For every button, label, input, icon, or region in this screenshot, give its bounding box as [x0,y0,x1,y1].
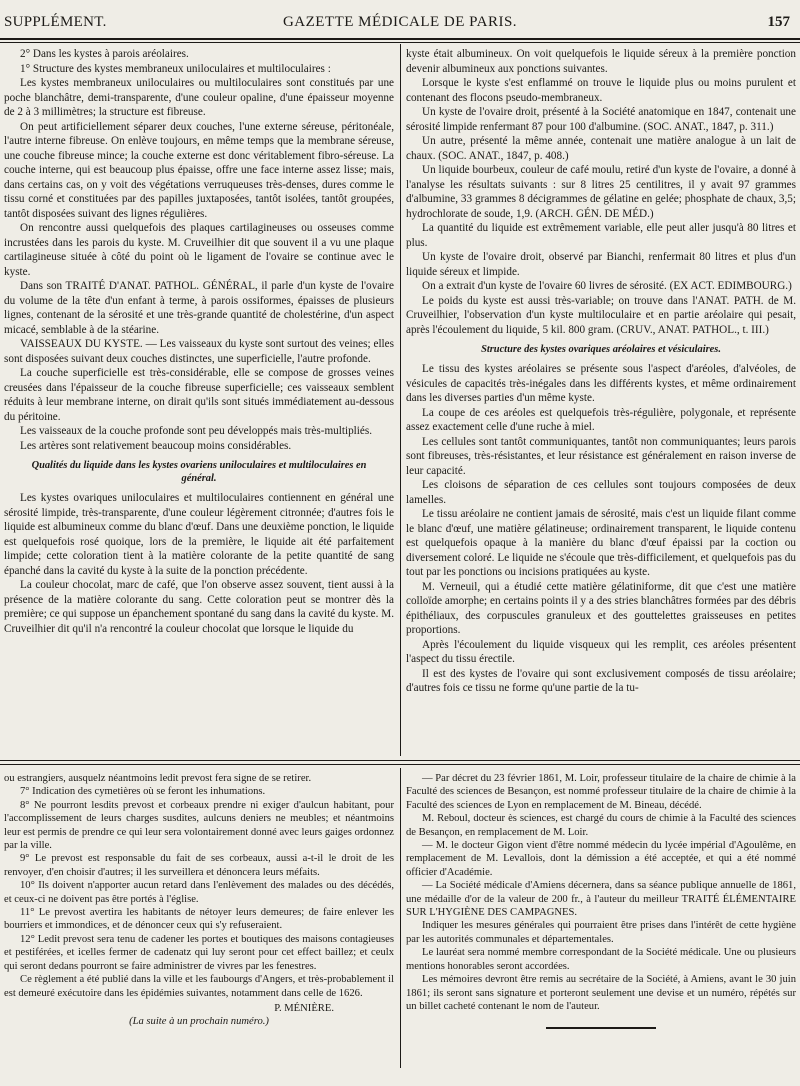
column-left-top [4,47,394,757]
paragraph: Indiquer les mesures générales qui pourraient être prises dans l'intérêt de cette hygiène par les autorités communales et départementales. [406,920,796,945]
section-heading: Structure des kystes ovariques aréolaires et vésiculaires. [481,344,721,355]
paragraph: La couleur chocolat, marc de café, que l'on observe assez souvent, tient aussi à la présence de la matière colorante du sang. Cette coloration peut se montrer dès la première; ce qui suppose un épanchement spontané du sang dans la cavité du kyste. M. Cruveilhier dit qu'il n'a rencontré la couleur chocolat que lorsque le liquide du [4,579,394,635]
paragraph: Le poids du kyste est aussi très-variable; on trouve dans l'ANAT. PATH. de M. Cruveilhier, l'observation d'un kyste multiloculaire et en partie aréolaire qui pesait, après l'écoulement du liquide, 5 kil. 800 gram. (CRUV., ANAT. PATHOL., t. III.) [406,294,796,336]
paragraph: Les cellules sont tantôt communiquantes, tantôt non communiquantes; leurs parois sont fibreuses, très-résistantes, et leur résistance est généralement en raison inverse de leur capacité. [406,435,796,477]
section-divider-thin [0,764,800,765]
paragraph: On peut artificiellement séparer deux couches, l'une externe séreuse, péritonéale, l'autre interne fibreuse. On enlève toujours, en même temps que la membrane séreuse, une couche fibreuse mince; la couche externe est donc véritablement fibro-séreuse. La couche interne, qui est beaucoup plus épaisse, offre une face interne assez lisse; mais, dans certains cas, on y voit des végétations verruqueuses très-denses, dures comme le tissu corné et constituées par des papilles juxtaposées, tantôt isolées, tantôt groupées, tantôt disposées suivant des lignes régulières. [4,120,394,220]
paragraph: kyste était albumineux. On voit quelquefois le liquide séreux à la première ponction devenir albumineux aux ponctions suivantes. [406,48,796,75]
column-right-bottom [406,772,796,1072]
paragraph: Les kystes ovariques uniloculaires et multiloculaires contiennent en général une sérosité limpide, très-transparente, d'une couleur légèrement citronnée; d'autres fois le liquide est albumineux comme du blanc d'œuf. Dans une deuxième ponction, le liquide est quelquefois rosé quoique, lors de la première, le liquide ait été parfaitement limpide; cette coloration tient à la matière colorante de la petite quantité de sang épanché dans la cavité du kyste à la suite de la ponction précédente. [4,492,394,577]
paragraph: Le lauréat sera nommé membre correspondant de la Société médicale. Une ou plusieurs mentions honorables seront accordées. [406,947,796,972]
paragraph: Un kyste de l'ovaire droit, observé par Bianchi, renfermait 80 litres et plus d'un liquide séreux et limpide. [406,251,796,278]
paragraph: — M. le docteur Gigon vient d'être nommé médecin du lycée impérial d'Agoulême, en remplacement de M. Levallois, dont la démission a été acceptée, et qui a été nommé officier d'Académie. [406,840,796,878]
column-right-top [406,47,796,757]
paragraph: Les mémoires devront être remis au secrétaire de la Société, à Amiens, avant le 30 juin 1861; ils seront sans signature et porteront seulement une devise et un numéro, répétés sur un billet cacheté contenant le nom de l'auteur. [406,974,796,1012]
continuation-note: (La suite à un prochain numéro.) [129,1016,269,1028]
paragraph: M. Reboul, docteur ès sciences, est chargé du cours de chimie à la Faculté des sciences de Besançon, en remplacement de M. Loir. [406,813,796,838]
author-signature: P. MÉNIÈRE. [274,1002,334,1014]
paragraph: Il est des kystes de l'ovaire qui sont exclusivement composés de tissu aréolaire; d'autres fois ce tissu ne forme qu'une partie de la tu- [406,667,796,694]
paragraph: Un kyste de l'ovaire droit, présenté à la Société anatomique en 1847, contenait une sérosité limpide renfermant 87 pour 100 d'albumine. (SOC. ANAT., 1847, p. 311.) [406,106,796,133]
header-rule [0,38,800,40]
paragraph: Un liquide bourbeux, couleur de café moulu, retiré d'un kyste de l'ovaire, a donné à l'analyse les résultats suivants : sur 8 litres 25 centilitres, il y avait 97 grammes d'albumine, 33 grammes 8 décigrammes de gélatine en gelée; phosphate de chaux, 3,5; hydrochlorate de soude, 1,9. (ARCH. GÉN. DE MÉD.) [406,164,796,220]
section-divider [0,760,800,761]
paragraph: Un autre, présenté la même année, contenait une matière analogue à un lait de chaux. (SOC. ANAT., 1847, p. 408.) [406,135,796,162]
paragraph: 10° Ils doivent n'apporter aucun retard dans l'enlèvement des malades ou des décédés, et ceux-ci ne doivent pas être portés à l'église. [4,880,394,905]
paragraph: La coupe de ces aréoles est quelquefois très-régulière, polygonale, et représente assez exactement celle d'une ruche à miel. [406,406,796,433]
paragraph: Les vaisseaux de la couche profonde sont peu développés mais très-multipliés. [20,425,372,437]
header-rule-thin [0,42,800,43]
paragraph: 9° Le prevost est responsable du fait de ses corbeaux, aussi a-t-il le droit de les renvoyer, d'en choisir d'autres; il les surveillera et dénoncera leurs méfaits. [4,853,394,878]
paragraph: — La Société médicale d'Amiens décernera, dans sa séance publique annuelle de 1861, une médaille d'or de la valeur de 200 fr., à l'auteur du meilleur TRAITÉ ÉLÉMENTAIRE SUR L'HYGIÈNE DES CAMPAGNES. [406,880,796,919]
column-divider-bottom [400,768,401,1068]
paragraph: 1° Structure des kystes membraneux uniloculaires et multiloculaires : [20,62,331,75]
paragraph: Ce règlement a été publié dans la ville et les faubourgs d'Angers, et très-probablement il est demeuré exécutoire dans les épidémies suivantes, notamment dans celle de 1626. [4,974,394,999]
paragraph: VAISSEAUX DU KYSTE. — Les vaisseaux du kyste sont surtout des veines; elles sont disposées suivant deux couches distinctes, une superficielle, l'autre profonde. [4,338,394,365]
column-left-bottom [4,772,394,1072]
column-divider-top [400,44,401,756]
paragraph: 2° Dans les kystes à parois aréolaires. [20,48,189,60]
paragraph: La quantité du liquide est extrêmement variable, elle peut aller jusqu'à 80 litres et plus. [406,222,796,249]
paragraph: Lorsque le kyste s'est enflammé on trouve le liquide plus ou moins purulent et contenant des flocons pseudo-membraneux. [406,77,796,104]
paragraph: On rencontre aussi quelquefois des plaques cartilagineuses ou osseuses comme incrustées dans les parois du kyste. M. Cruveilhier dit que souvent il a vu une plaque cartilagineuse située à côté du point où le ligament de l'ovaire se continue avec le kyste. [4,222,394,278]
end-rule [546,1027,656,1029]
paragraph: On a extrait d'un kyste de l'ovaire 60 livres de sérosité. (EX ACT. EDIMBOURG.) [422,280,792,292]
paragraph: 8° Ne pourront lesdits prevost et corbeaux prendre ni exiger d'aulcun habitant, pour l'accomplissement de leurs charges susdites, aulcuns deniers ne meubles; et néantmoins leur est permis de prendre ce qui leur sera volontairement donné avec leurs gaiges ordonnez par la ville. [4,799,394,852]
page-number: 157 [767,14,790,30]
header-supplement: SUPPLÉMENT. [4,14,107,30]
paragraph: 11° Le prevost avertira les habitants de nétoyer leurs demeures; de faire enlever les bourriers et immondices, et de dénoncer ceux qui s'y refuseraient. [4,907,394,932]
paragraph: — Par décret du 23 février 1861, M. Loir, professeur titulaire de la chaire de chimie à la Faculté des sciences de Besançon, est nommé professeur titulaire de la chaire de chimie à la Faculté des sciences de Lyon en remplacement de M. Bineau, décédé. [406,773,796,811]
paragraph: Dans son TRAITÉ D'ANAT. PATHOL. GÉNÉRAL, il parle d'un kyste de l'ovaire du volume de la tête d'un enfant à terme, à parois ossiformes, épaisses de plusieurs lignes, contenant de la sérosité et une très-grande quantité de cholestérine, d'un aspect micacé, semblable à de la stéarine. [4,280,394,336]
paragraph: La couche superficielle est très-considérable, elle se compose de grosses veines creusées dans l'épaisseur de la couche fibreuse superficielle; ces vaisseaux semblent réduits à leur membrane interne, on dirait qu'ils sont situés immédiatement au-dessous du péritoine. [4,367,394,423]
paragraph: Le tissu aréolaire ne contient jamais de sérosité, mais c'est un liquide filant comme le blanc d'œuf, une matière gélatineuse; ordinairement transparent, le liquide contenu est quelquefois opaque à la manière du blanc d'œuf épaissi par la coction ou diversement coloré. Le liquide ne s'écoule que très-difficilement, et quelquefois pas du tout par les ponctions ou incisions pratiquées au kyste. [406,508,796,578]
paragraph: Après l'écoulement du liquide visqueux qui les remplit, ces aréoles présentent l'aspect du tissu érectile. [406,638,796,665]
paragraph: Les artères sont relativement beaucoup moins considérables. [20,439,292,452]
paragraph: Les cloisons de séparation de ces cellules sont toujours composées de deux lamelles. [406,479,796,506]
header-journal-title: GAZETTE MÉDICALE DE PARIS. [282,14,518,30]
paragraph: 12° Ledit prevost sera tenu de cadener les portes et boutiques des maisons contagieuses et pestiférées, et icelles fermer de cadenatz qui luy seront pour cet effect baillez; et ceulx qui seront dedans pourront se faire administrer de vivres par les fenestres. [4,933,394,972]
section-heading: Qualités du liquide dans les kystes ovariens uniloculaires et multiloculaires en général. [31,460,367,484]
paragraph: Les kystes membraneux uniloculaires ou multiloculaires sont constitués par une poche blanchâtre, demi-transparente, d'une couleur opaline, d'une épaisseur moyenne de 2 à 3 millimètres; la structure est fibreuse. [4,77,394,118]
paragraph: M. Verneuil, qui a étudié cette matière gélatiniforme, dit que c'est une matière colloïde amorphe; en certains points il y a des stries blanchâtres formées par des débris épithéliaux, des corpuscules granuleux et des gouttelettes graisseuses en petites proportions. [406,580,796,636]
paragraph: Le tissu des kystes aréolaires se présente sous l'aspect d'aréoles, d'alvéoles, de vésicules de capacités très-inégales dans les différents kystes, et même ordinairement dans les diverses parties d'un même kyste. [406,363,796,404]
paragraph: ou estrangiers, ausquelz néantmoins ledit prevost fera signe de se retirer. [4,773,312,784]
paragraph: 7° Indication des cymetières où se feront les inhumations. [20,786,266,798]
